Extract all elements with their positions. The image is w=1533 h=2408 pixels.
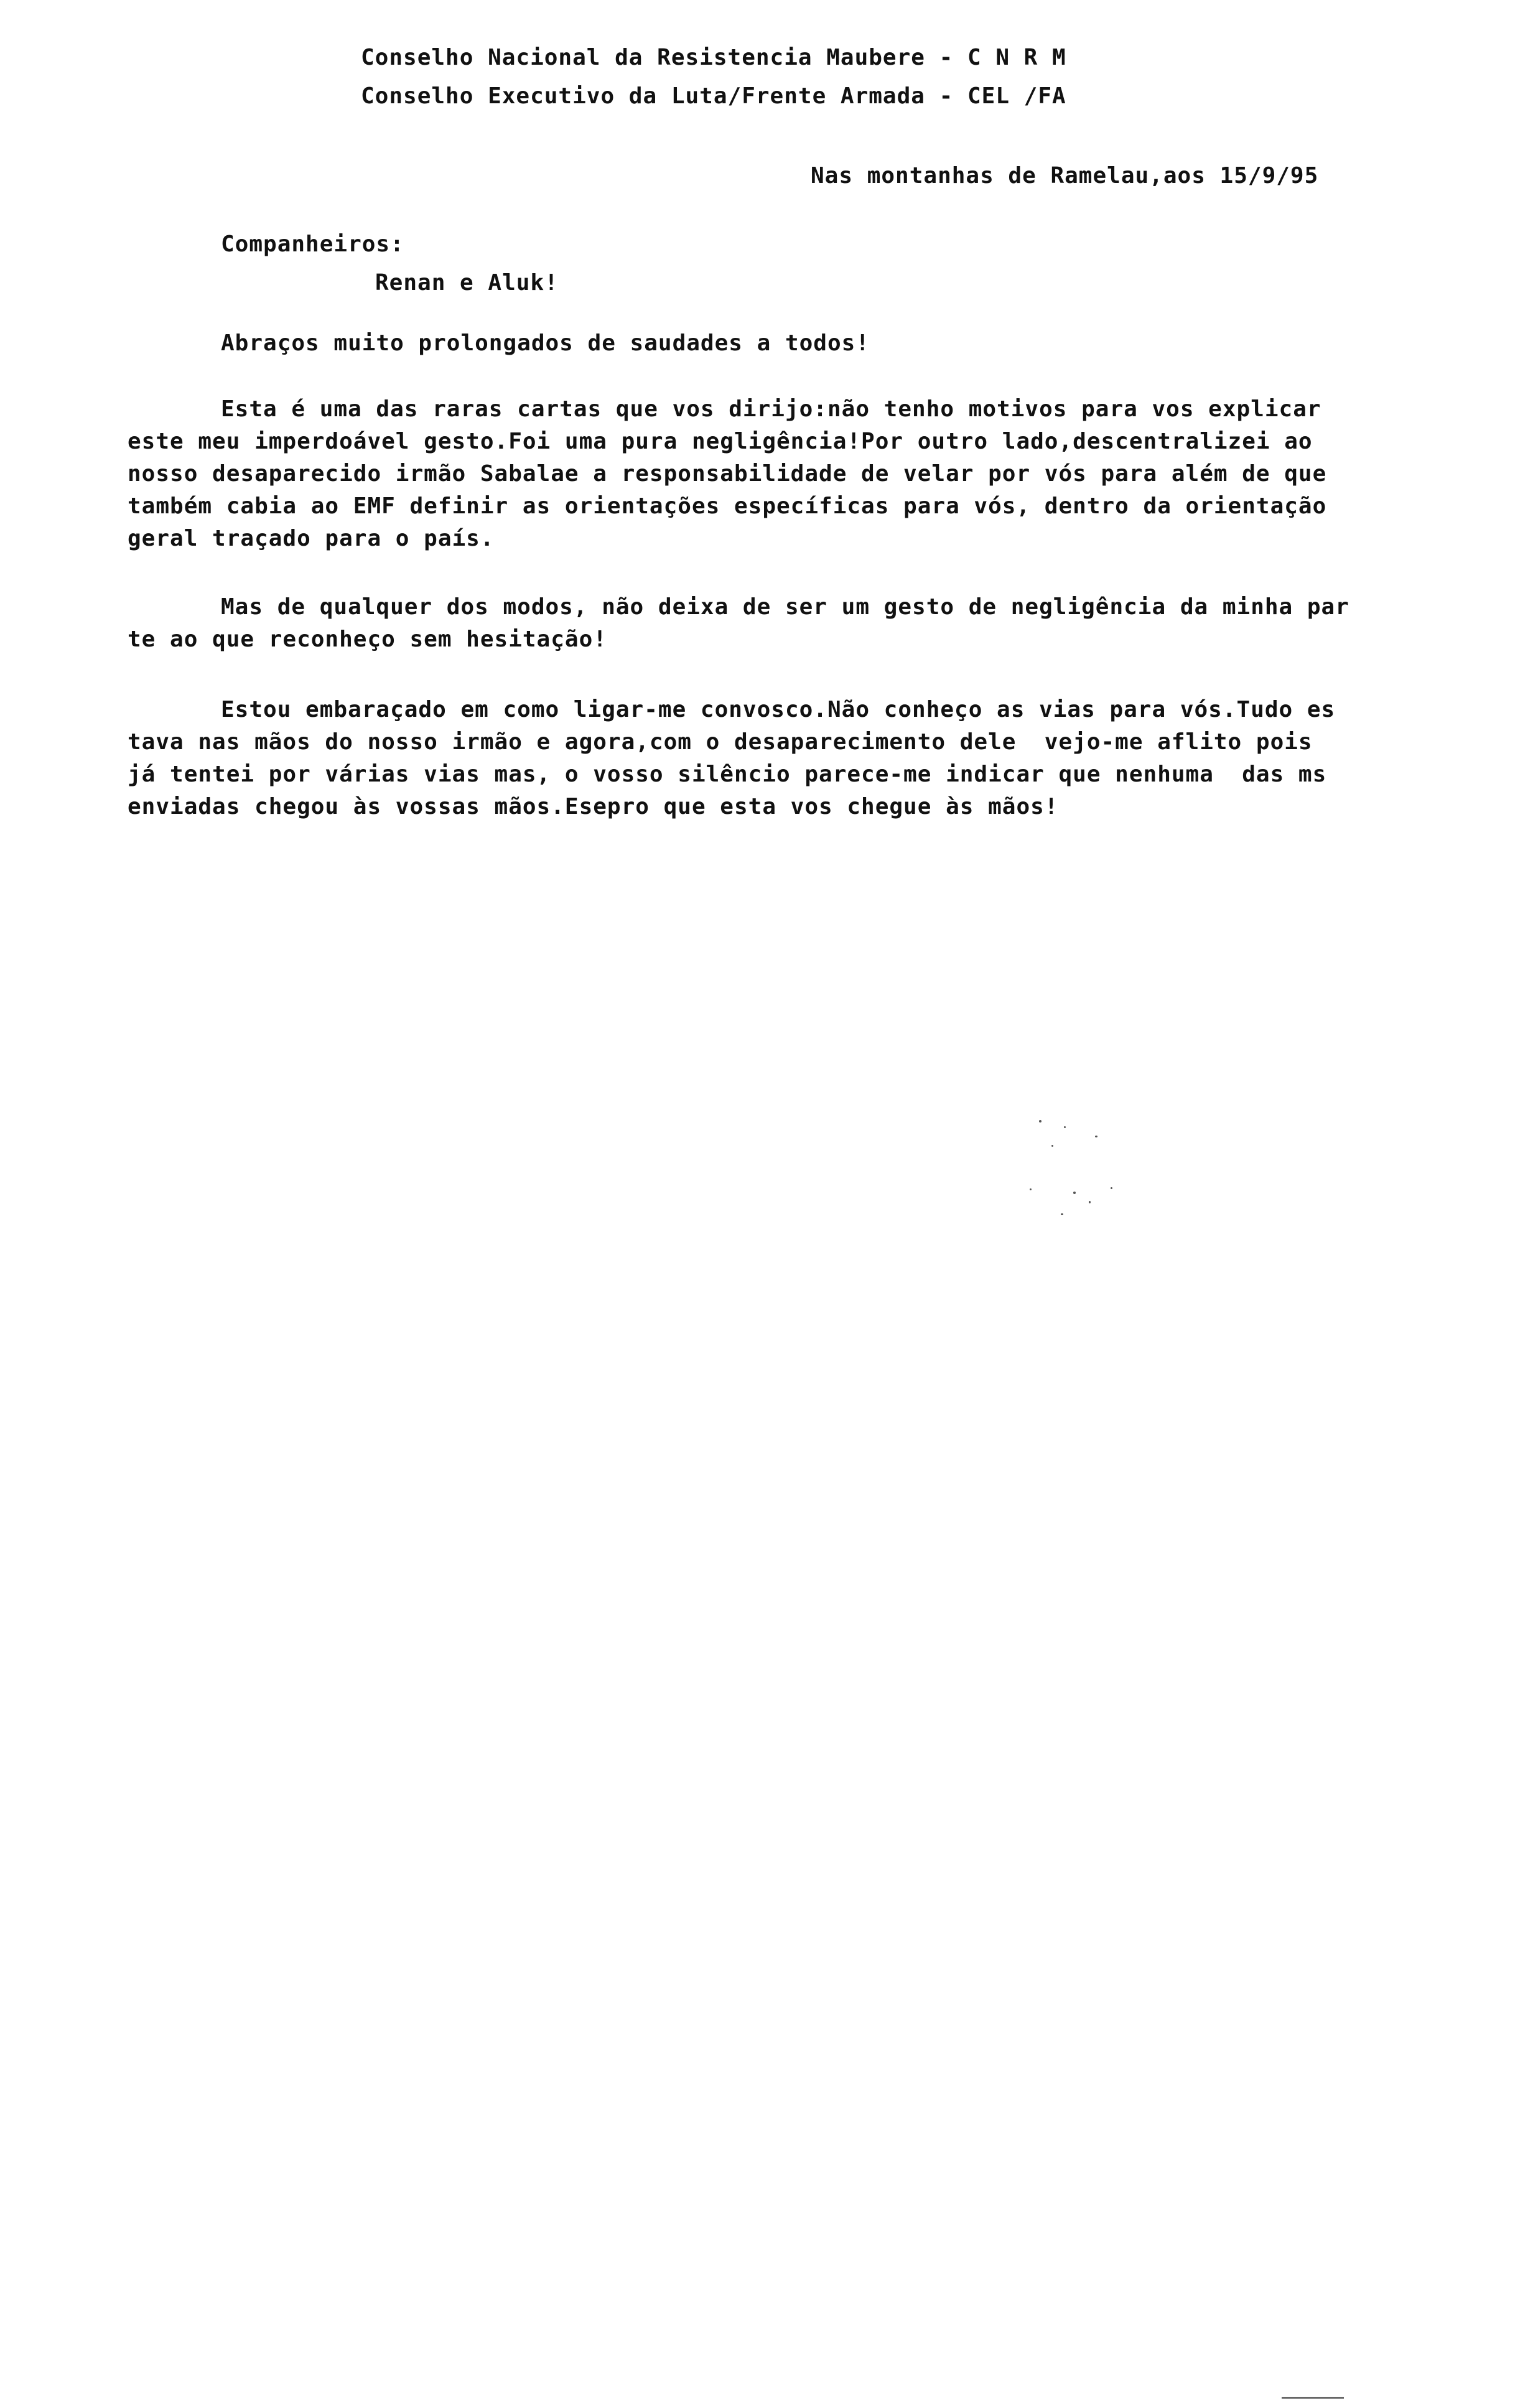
greeting-line: Abraços muito prolongados de saudades a todos! [221,330,870,356]
paragraph-line: este meu imperdoável gesto.Foi uma pura negligência!Por outro lado,descentralizei ao [128,429,1313,454]
paragraph-line: nosso desaparecido irmão Sabalae a responsabilidade de velar por vós para além de que [128,461,1327,487]
paragraph-line: Mas de qualquer dos modos, não deixa de ser um gesto de negligência da minha par [221,594,1349,620]
date-line: Nas montanhas de Ramelau,aos 15/9/95 [811,163,1319,189]
paragraph-line: geral traçado para o país. [128,526,495,551]
scan-speck [1039,1120,1041,1122]
paragraph-line: enviadas chegou às vossas mãos.Esepro que esta vos chegue às mãos! [128,794,1059,819]
scan-speck [1061,1213,1063,1215]
paragraph-line: Estou embaraçado em como ligar-me convosco.Não conheço as vias para vós.Tudo es [221,697,1336,722]
letterhead-line-2: Conselho Executivo da Luta/Frente Armada - CEL /FA [361,83,1066,109]
scan-speck [1064,1126,1066,1128]
paragraph-line: Esta é uma das raras cartas que vos dirijo:não tenho motivos para vos explicar [221,396,1321,422]
paragraph-3 [128,694,1335,823]
letterhead-line-1: Conselho Nacional da Resistencia Maubere - C N R M [361,45,1066,70]
salutation [221,225,559,302]
salutation-line-1: Companheiros: [221,231,404,257]
scan-speck [1111,1187,1112,1189]
scan-speck [1030,1188,1032,1190]
scan-speck [1089,1201,1091,1203]
scan-speck [1051,1145,1053,1147]
paragraph-2 [128,591,1349,656]
paragraph-1 [128,393,1326,555]
letterhead [361,39,1066,116]
paragraph-line: tava nas mãos do nosso irmão e agora,com o desaparecimento dele vejo-me aflito pois [128,729,1313,755]
scan-speck [1095,1136,1097,1137]
paragraph-line: também cabia ao EMF definir as orientações específicas para vós, dentro da orientação [128,493,1327,519]
salutation-line-2: Renan e Aluk! [375,270,559,296]
scan-edge-mark [1282,2397,1344,2399]
paragraph-line: já tentei por várias vias mas, o vosso silêncio parece-me indicar que nenhuma das ms [128,762,1327,787]
scan-specks [1027,1114,1126,1238]
paragraph-line: te ao que reconheço sem hesitação! [128,627,607,652]
scan-speck [1073,1192,1076,1194]
